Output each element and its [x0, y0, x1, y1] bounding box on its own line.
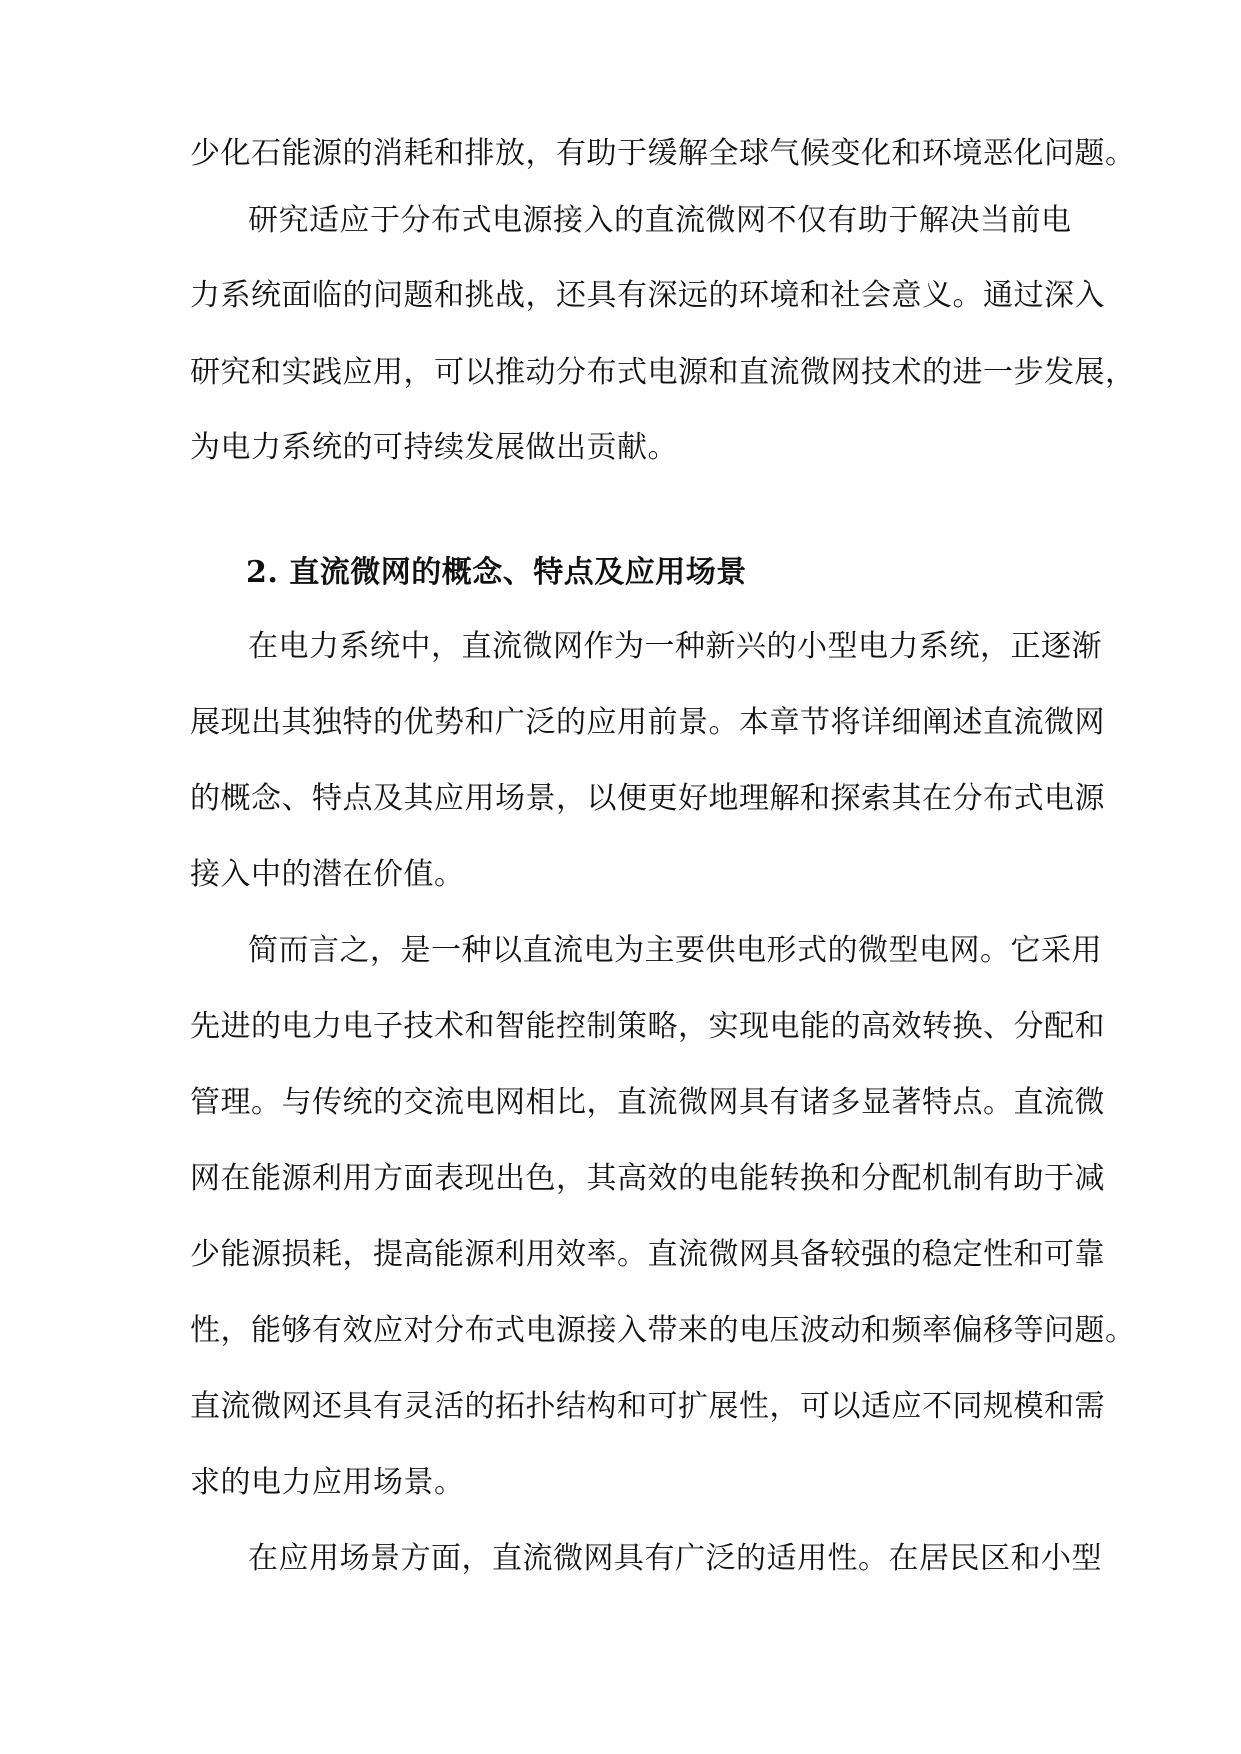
text-line: 直流微网还具有灵活的拓扑结构和可扩展性，可以适应不同规模和需: [190, 1389, 1105, 1424]
text-line: 在电力系统中，直流微网作为一种新兴的小型电力系统，正逐渐: [248, 629, 1102, 664]
text-line: 研究适应于分布式电源接入的直流微网不仅有助于解决当前电: [248, 203, 1072, 238]
text-line: 先进的电力电子技术和智能控制策略，实现电能的高效转换、分配和: [190, 1009, 1105, 1044]
text-line: 性，能够有效应对分布式电源接入带来的电压波动和频率偏移等问题。: [190, 1313, 1136, 1348]
text-line: 为电力系统的可持续发展做出贡献。: [190, 430, 678, 465]
text-line: 的概念、特点及其应用场景，以便更好地理解和探索其在分布式电源: [190, 781, 1105, 816]
text-line: 求的电力应用场景。: [190, 1465, 465, 1500]
text-line: 接入中的潜在价值。: [190, 857, 465, 892]
text-line: 少能源损耗，提高能源利用效率。直流微网具备较强的稳定性和可靠: [190, 1237, 1105, 1272]
text-line: 少化石能源的消耗和排放，有助于缓解全球气候变化和环境恶化问题。: [190, 136, 1136, 171]
text-line: 研究和实践应用，可以推动分布式电源和直流微网技术的进一步发展，: [190, 355, 1136, 390]
text-line: 在应用场景方面，直流微网具有广泛的适用性。在居民区和小型: [248, 1541, 1102, 1576]
text-line: 展现出其独特的优势和广泛的应用前景。本章节将详细阐述直流微网: [190, 705, 1105, 740]
text-line: 力系统面临的问题和挑战，还具有深远的环境和社会意义。通过深入: [190, 278, 1105, 313]
text-line: 简而言之，是一种以直流电为主要供电形式的微型电网。它采用: [248, 933, 1102, 968]
text-line: 网在能源利用方面表现出色，其高效的电能转换和分配机制有助于减: [190, 1161, 1105, 1196]
text-line: 管理。与传统的交流电网相比，直流微网具有诸多显著特点。直流微: [190, 1085, 1105, 1120]
section-heading: 2. 直流微网的概念、特点及应用场景: [246, 555, 747, 590]
